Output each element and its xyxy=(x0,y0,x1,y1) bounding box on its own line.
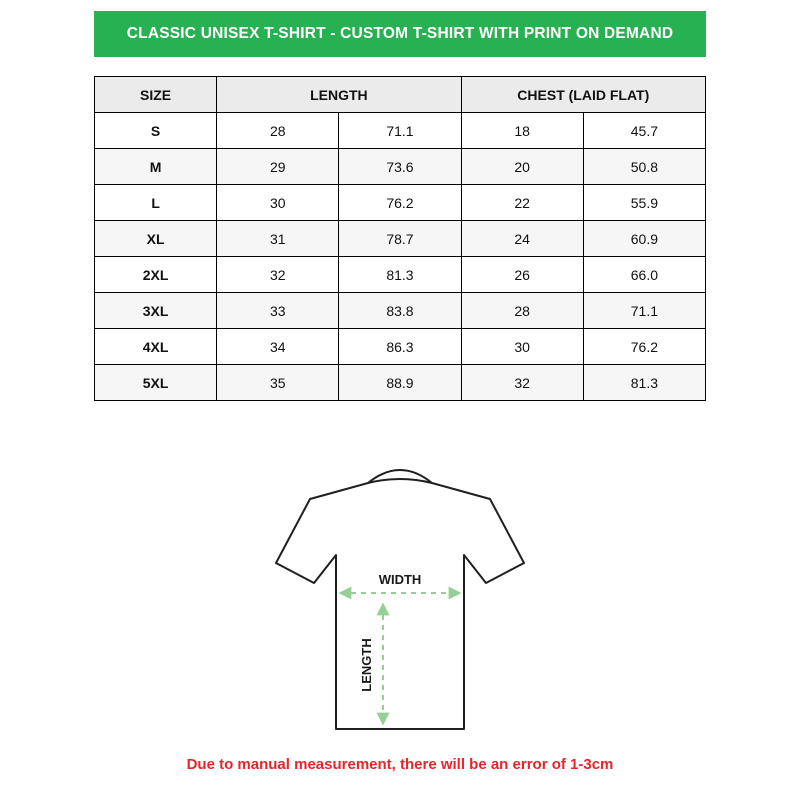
length-inches: 31 xyxy=(217,221,339,257)
length-inches: 28 xyxy=(217,113,339,149)
chest-inches: 20 xyxy=(461,149,583,185)
chest-inches: 30 xyxy=(461,329,583,365)
length-inches: 33 xyxy=(217,293,339,329)
table-row xyxy=(95,221,706,257)
chest-cm: 45.7 xyxy=(583,113,705,149)
chest-cm: 71.1 xyxy=(583,293,705,329)
chest-inches: 28 xyxy=(461,293,583,329)
table-header-row xyxy=(95,77,706,113)
table-row xyxy=(95,257,706,293)
length-inches: 32 xyxy=(217,257,339,293)
width-arrow-label: WIDTH xyxy=(378,572,422,587)
column-header-length: LENGTH xyxy=(217,77,461,113)
size-label: 4XL xyxy=(95,329,217,365)
tshirt-diagram xyxy=(240,441,560,741)
length-inches: 29 xyxy=(217,149,339,185)
chest-cm: 66.0 xyxy=(583,257,705,293)
size-label: L xyxy=(95,185,217,221)
length-arrow-label: LENGTH xyxy=(359,638,374,692)
chest-cm: 81.3 xyxy=(583,365,705,401)
length-cm: 83.8 xyxy=(339,293,461,329)
size-label: 3XL xyxy=(95,293,217,329)
size-label: XL xyxy=(95,221,217,257)
length-cm: 88.9 xyxy=(339,365,461,401)
length-inches: 34 xyxy=(217,329,339,365)
table-row xyxy=(95,149,706,185)
size-label: S xyxy=(95,113,217,149)
page xyxy=(94,0,706,773)
table-row xyxy=(95,329,706,365)
chest-inches: 24 xyxy=(461,221,583,257)
chest-inches: 22 xyxy=(461,185,583,221)
size-label: M xyxy=(95,149,217,185)
length-inches: 30 xyxy=(217,185,339,221)
chest-cm: 55.9 xyxy=(583,185,705,221)
measurement-diagram xyxy=(94,441,706,746)
length-cm: 76.2 xyxy=(339,185,461,221)
column-header-size: SIZE xyxy=(95,77,217,113)
length-cm: 71.1 xyxy=(339,113,461,149)
size-label: 2XL xyxy=(95,257,217,293)
table-row xyxy=(95,365,706,401)
chest-inches: 32 xyxy=(461,365,583,401)
tshirt-outline xyxy=(276,470,524,729)
table-row xyxy=(95,185,706,221)
chest-cm: 50.8 xyxy=(583,149,705,185)
length-cm: 81.3 xyxy=(339,257,461,293)
chest-cm: 76.2 xyxy=(583,329,705,365)
chest-inches: 18 xyxy=(461,113,583,149)
column-header-chest: CHEST (LAID FLAT) xyxy=(461,77,705,113)
page-title: CLASSIC UNISEX T-SHIRT - CUSTOM T-SHIRT WITH PRINT ON DEMAND xyxy=(126,25,674,42)
table-row xyxy=(95,293,706,329)
size-label: 5XL xyxy=(95,365,217,401)
length-cm: 86.3 xyxy=(339,329,461,365)
size-chart-table xyxy=(94,76,706,401)
title-banner xyxy=(94,11,706,57)
chest-inches: 26 xyxy=(461,257,583,293)
length-inches: 35 xyxy=(217,365,339,401)
chest-cm: 60.9 xyxy=(583,221,705,257)
table-row xyxy=(95,113,706,149)
length-cm: 73.6 xyxy=(339,149,461,185)
length-cm: 78.7 xyxy=(339,221,461,257)
measurement-error-note: Due to manual measurement, there will be an error of 1-3cm xyxy=(186,756,614,773)
